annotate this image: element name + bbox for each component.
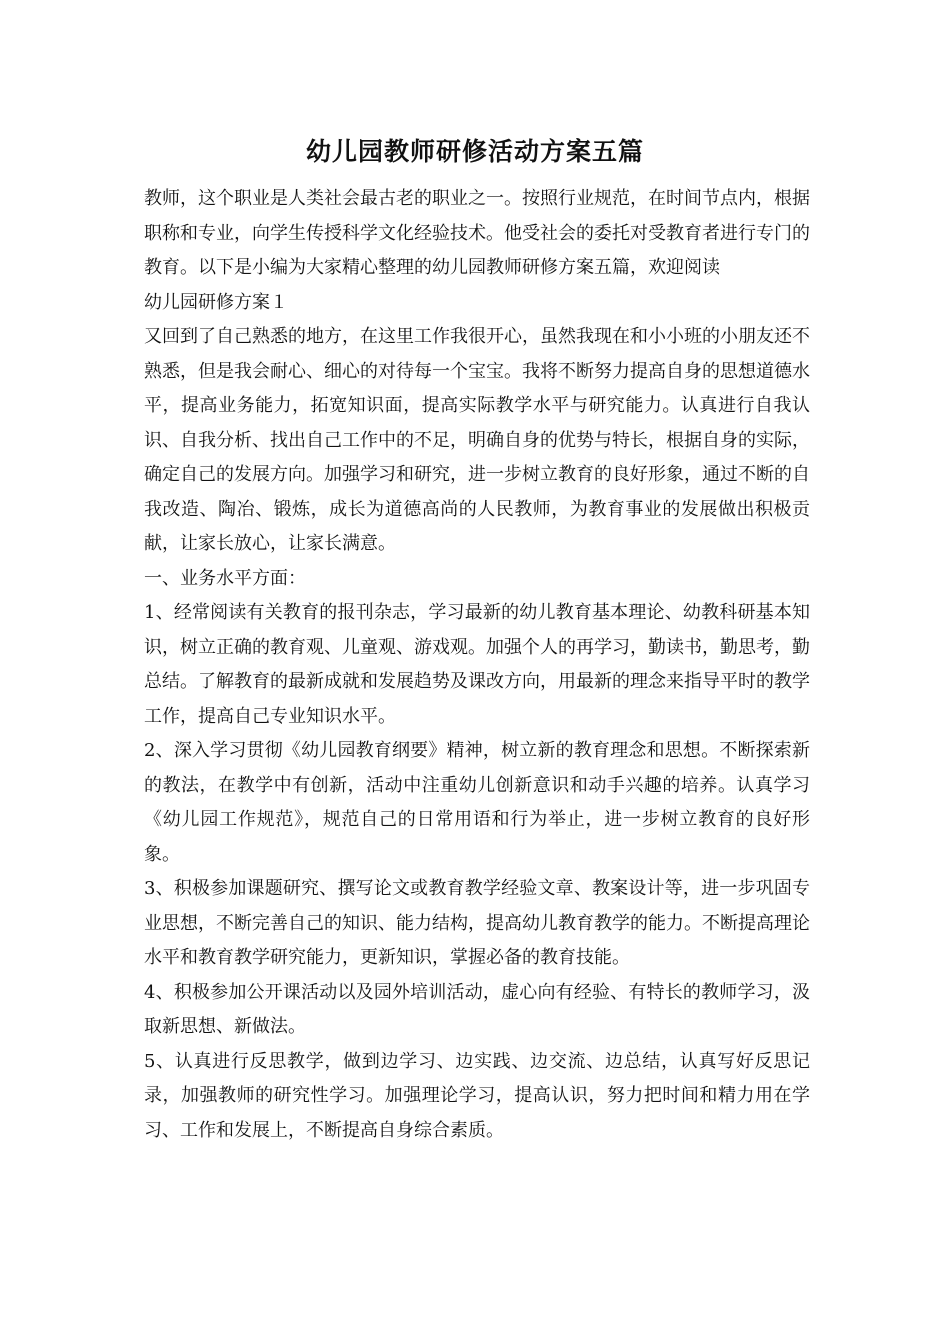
list-item-5: 5、认真进行反思教学，做到边学习、边实践、边交流、边总结，认真写好反思记录，加强教师的研究性学习。加强理论学习，提高认识，努力把时间和精力用在学习、工作和发展上，不断提高自身综合素质。 bbox=[144, 1050, 810, 1141]
document-body bbox=[144, 182, 810, 1148]
section-heading-plan-1: 幼儿园研修方案１ bbox=[144, 291, 288, 313]
page-title: 幼儿园教师研修活动方案五篇 bbox=[305, 137, 644, 166]
plan-1-paragraph: 又回到了自己熟悉的地方，在这里工作我很开心，虽然我现在和小小班的小朋友还不熟悉，但是我会耐心、细心的对待每一个宝宝。我将不断努力提高自身的思想道德水平，提高业务能力，拓宽知识面，提高实际教学水平与研究能力。认真进行自我认识、自我分析、找出自己工作中的不足，明确自身的优势与特长，根据自身的实际，确定自己的发展方向。加强学习和研究，进一步树立教育的良好形象，通过不断的自我改造、陶冶、锻炼，成长为道德高尚的人民教师，为教育事业的发展做出积极贡献，让家长放心，让家长满意。 bbox=[144, 326, 810, 554]
subsection-heading-business-level: 一、业务水平方面： bbox=[144, 567, 306, 589]
list-item-1: 1、经常阅读有关教育的报刊杂志，学习最新的幼儿教育基本理论、幼教科研基本知识，树立正确的教育观、儿童观、游戏观。加强个人的再学习，勤读书，勤思考，勤总结。了解教育的最新成就和发展趋势及课改方向，用最新的理念来指导平时的教学工作，提高自己专业知识水平。 bbox=[144, 602, 810, 727]
intro-paragraph: 教师，这个职业是人类社会最古老的职业之一。按照行业规范，在时间节点内，根据职称和专业，向学生传授科学文化经验技术。他受社会的委托对受教育者进行专门的教育。以下是小编为大家精心整理的幼儿园教师研修方案五篇，欢迎阅读 bbox=[144, 188, 810, 278]
list-item-2: 2、深入学习贯彻《幼儿园教育纲要》精神，树立新的教育理念和思想。不断探索新的教法，在教学中有创新，活动中注重幼儿创新意识和动手兴趣的培养。认真学习《幼儿园工作规范》，规范自己的日常用语和行为举止，进一步树立教育的良好形象。 bbox=[144, 740, 810, 865]
list-item-3: 3、积极参加课题研究、撰写论文或教育教学经验文章、教案设计等，进一步巩固专业思想，不断完善自己的知识、能力结构，提高幼儿教育教学的能力。不断提高理论水平和教育教学研究能力，更新知识，掌握必备的教育技能。 bbox=[144, 878, 810, 968]
list-item-4: 4、积极参加公开课活动以及园外培训活动，虚心向有经验、有特长的教师学习，汲取新思想、新做法。 bbox=[144, 981, 810, 1037]
